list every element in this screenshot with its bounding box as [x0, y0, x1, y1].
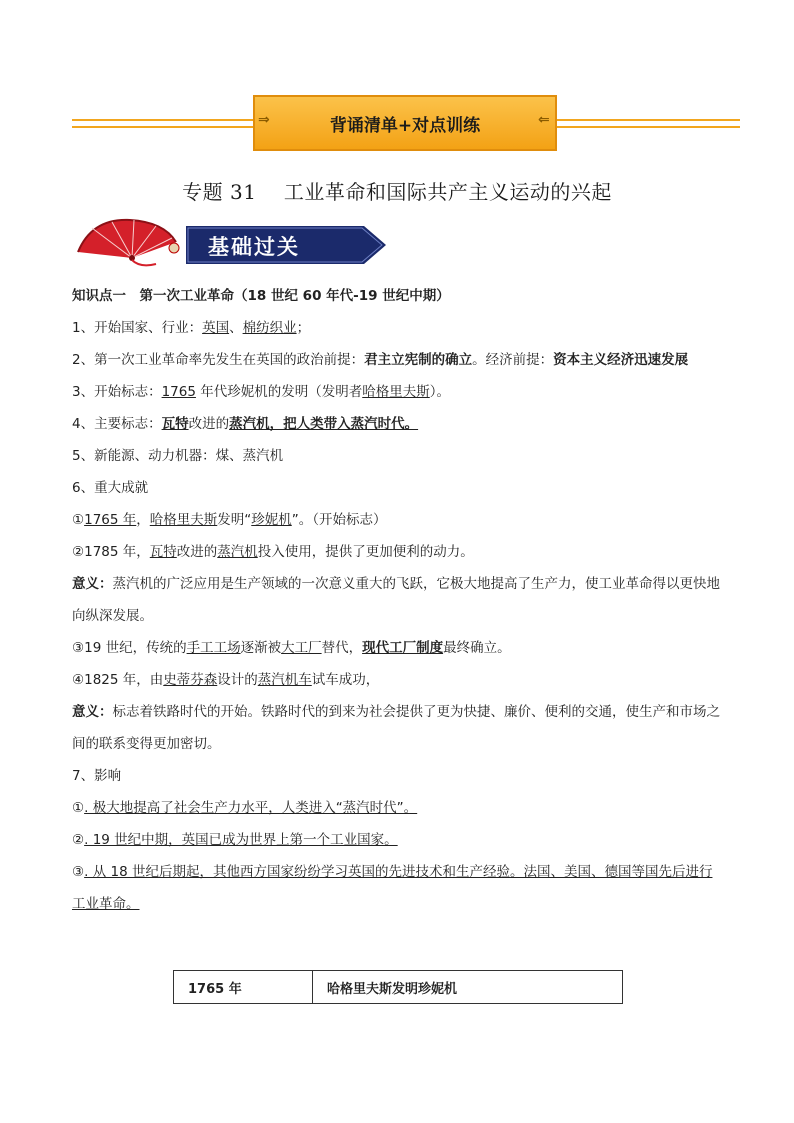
banner-left-arrow-icon: ⇒ [258, 112, 270, 128]
item-1: 1、开始国家、行业：英国、棉纺织业； [72, 320, 311, 336]
item-3: 3、开始标志：1765 年代珍妮机的发明（发明者哈格里夫斯）。 [72, 384, 450, 400]
page-title: 专题 31 工业革命和国际共产主义运动的兴起 [182, 180, 612, 204]
item-5: 5、新能源、动力机器：煤、蒸汽机 [72, 448, 284, 464]
item-2: 2、第一次工业革命率先发生在英国的政治前提：君主立宪制的确立。经济前提：资本主义经济迅速发展 [72, 352, 689, 368]
significance-2: 意义：标志着铁路时代的开始。铁路时代的到来为社会提供了更为快捷、廉价、便利的交通，使生产和市场之间的联系变得更加密切。 [72, 704, 720, 752]
table-cell-year: 1765 年 [174, 971, 313, 1004]
table-row [174, 971, 623, 1004]
item-7: 7、影响 [72, 768, 122, 784]
banner-title: 背诵清单+对点训练 [253, 95, 557, 151]
achievement-4: ④1825 年，由史蒂芬森设计的蒸汽机车试车成功， [72, 672, 380, 688]
fan-icon [72, 214, 182, 268]
table-cell-event: 哈格里夫斯发明珍妮机 [313, 971, 623, 1004]
timeline-table [173, 970, 623, 1004]
influence-2: ②. 19 世纪中期，英国已成为世界上第一个工业国家。 [72, 832, 398, 848]
influence-1: ①. 极大地提高了社会生产力水平，人类进入“蒸汽时代”。 [72, 800, 418, 816]
content-body [72, 280, 724, 920]
achievement-1: ①1765 年，哈格里夫斯发明“珍妮机”。（开始标志） [72, 512, 387, 528]
section-tag: 基础过关 [186, 226, 388, 264]
banner-right-arrow-icon: ⇐ [538, 112, 550, 128]
significance-1: 意义：蒸汽机的广泛应用是生产领域的一次意义重大的飞跃，它极大地提高了生产力，使工业革命得以更快地向纵深发展。 [72, 576, 720, 624]
achievement-3: ③19 世纪，传统的手工工场逐渐被大工厂替代，现代工厂制度最终确立。 [72, 640, 511, 656]
influence-3: ③. 从 18 世纪后期起，其他西方国家纷纷学习英国的先进技术和生产经验。法国、美国、德国等国先后进行工业革命。 [72, 864, 713, 912]
knowledge-heading: 知识点一 第一次工业革命（18 世纪 60 年代-19 世纪中期） [72, 288, 450, 304]
item-6: 6、重大成就 [72, 480, 149, 496]
item-4: 4、主要标志：瓦特改进的蒸汽机，把人类带入蒸汽时代。 [72, 416, 419, 432]
achievement-2: ②1785 年，瓦特改进的蒸汽机投入使用，提供了更加便利的动力。 [72, 544, 474, 560]
